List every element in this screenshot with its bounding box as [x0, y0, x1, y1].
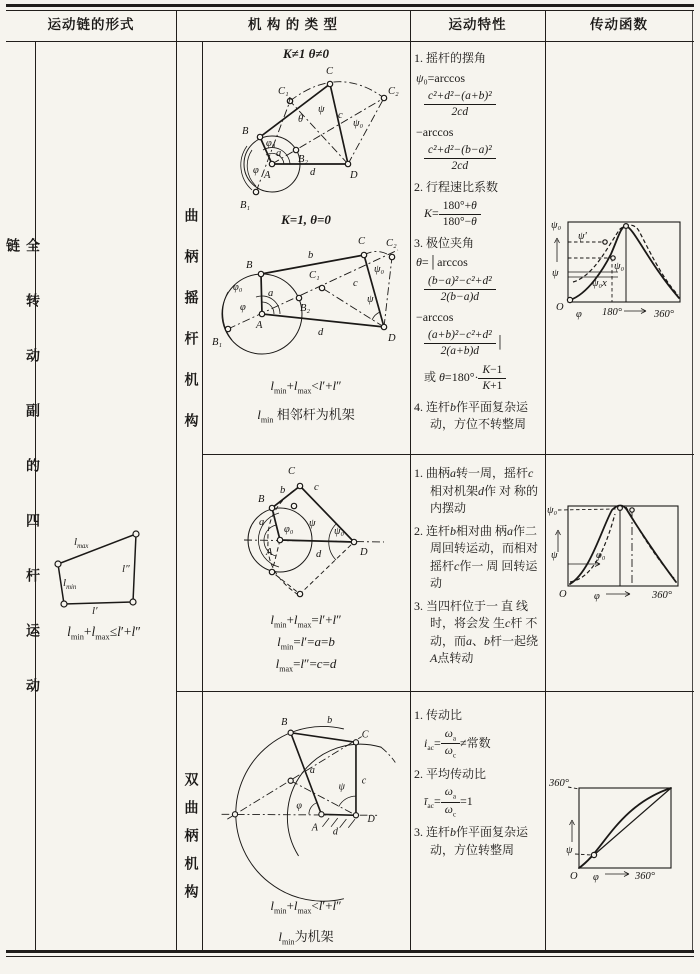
table-border-right: [692, 10, 693, 951]
diagram-label: D: [388, 333, 396, 344]
diagram-label: B₁: [212, 337, 223, 348]
mechanism-name-crank-rocker: [177, 208, 202, 468]
diagram-label: 360°: [635, 871, 655, 882]
diagram-label: d: [332, 826, 338, 838]
diagram2-title: K=1, θ=0: [281, 212, 331, 227]
diagram-label: 360°: [652, 590, 672, 601]
diagram-label: O: [570, 871, 578, 882]
diagram-label: ψ₀: [374, 264, 385, 275]
diagram-label: D: [360, 547, 368, 558]
diagram-label: B: [258, 494, 265, 505]
diagram-label: ψ₀: [551, 220, 562, 231]
header-label: 运动链的形式: [47, 17, 135, 32]
diagram-label: φ₀: [284, 524, 294, 535]
diagram-label: c: [361, 775, 367, 787]
transmission-graph-row3: [549, 772, 684, 894]
diagram-label: ψ₀: [353, 118, 364, 129]
col-divider-2: [410, 10, 411, 951]
diagram-label: 360°: [654, 309, 674, 320]
diagram-label: D: [367, 814, 375, 825]
diagram-label: φ: [296, 800, 303, 812]
diagram-label: B₂: [300, 303, 311, 314]
motion-characteristics-row2: [414, 460, 542, 670]
diagram-label: a: [268, 288, 274, 299]
row3-caption-condition: $l_{min}+l_{max}<l'+l''$: [270, 898, 342, 916]
header-label: 机 构 的 类 型: [248, 17, 338, 32]
double-crank-diagram: [212, 702, 402, 894]
diagram-label: b: [308, 250, 314, 261]
text-line: $\frac{\text{c²+d²−(b−a)²}}{2cd}$: [424, 143, 542, 174]
header-transmission-function: [545, 12, 693, 34]
diagram-label: θ: [298, 114, 304, 125]
diagram-label: A: [256, 320, 263, 331]
text-line: −arccos: [416, 124, 454, 139]
diagram-label: A: [264, 170, 271, 181]
diagram-label: C₁: [309, 270, 320, 281]
row-title-all-revolute-four-bar-chain: [4, 238, 39, 778]
diagram-label: a: [276, 148, 282, 159]
row2-caption-3: $l_{max}=l''=c=d$: [275, 656, 337, 674]
diagram-label: B₂: [298, 154, 309, 165]
chain-quadrilateral-diagram: [44, 522, 169, 622]
diagram-label: a: [259, 517, 265, 528]
table-border-top-inner: [6, 10, 694, 11]
col-divider-3: [545, 10, 546, 951]
text-line: 2. 行程速比系数: [414, 180, 499, 195]
text-line: −arccos: [416, 309, 454, 324]
diagram-label: B: [281, 717, 288, 729]
diagram-label: ψ: [551, 550, 558, 561]
text-line: 1. 摇杆的摆角: [414, 51, 487, 65]
table-border-bottom-inner: [6, 956, 694, 957]
crank-rocker-diagram-k-equals-1: [212, 228, 402, 373]
link-label-lmin: $l_{min}$: [63, 577, 77, 592]
text-line: ψ₀=arccos: [416, 70, 466, 85]
diagram-label: ψ: [552, 268, 559, 279]
diagram-label: b: [280, 485, 286, 496]
diagram-label: φ: [593, 872, 599, 883]
diagram-label: ψ: [318, 104, 325, 115]
header-label: 传动函数: [590, 17, 648, 32]
mechanism-name-double-crank: [177, 772, 202, 922]
diagram-label: A: [311, 822, 318, 834]
chain-condition-formula: $l_{min}+l_{max}\le l'+l''$: [67, 624, 141, 642]
row3-caption-frame: $l_{min}$为机架: [278, 929, 334, 947]
diagram-label: φ: [240, 302, 246, 313]
header-mechanism-type: [176, 12, 410, 34]
diagram-label: C₂: [386, 238, 397, 249]
diagram-label: C₂: [388, 86, 399, 97]
col-divider-mech-strip: [202, 41, 203, 951]
row2-caption-2: $l_{min}=l'=a=b$: [277, 634, 335, 652]
row1-caption-condition: $l_{min}+l_{max}<l'+l''$: [270, 378, 342, 396]
diagram-label: ψ: [566, 845, 573, 856]
header-chain-form: [6, 12, 176, 34]
text-line: 3. 当四杆位于一 直 线时，将会发 生c杆 不动，而a、b杆一起绕A点转动: [414, 598, 539, 666]
diagram-label: ψ: [367, 294, 374, 305]
motion-characteristics-row1: [414, 45, 542, 436]
diagram-label: ψ: [338, 781, 345, 793]
diagram-label: C: [358, 236, 366, 247]
diagram-label: φ₀: [266, 138, 276, 149]
diagram-label: c: [338, 110, 343, 121]
header-motion-characteristics: [410, 12, 545, 34]
diagram-label: 180°: [602, 307, 622, 318]
diagram-label: ψ₀: [547, 505, 558, 516]
diagram-label: C: [361, 729, 369, 741]
diagram-label: B: [246, 260, 253, 271]
transmission-graph-row2: [546, 494, 691, 609]
row-divider-2: [177, 691, 694, 692]
header-bottom-rule: [6, 41, 694, 42]
text-line: $ī_{ac}=$ $\frac{\omega_a}{\omega_c}$ =1: [424, 786, 473, 818]
table-border-bottom-outer: [6, 950, 694, 953]
vertical-title-text: 全转动副的四杆运动链: [4, 238, 39, 733]
crank-rocker-diagram-row2: [222, 462, 392, 622]
crank-rocker-diagram-k-not-1: [226, 60, 406, 212]
diagram-label: φ: [576, 309, 582, 320]
row1-caption-frame: $l_{min}$ 相邻杆为机架: [257, 407, 355, 425]
text-line: 3. 极位夹角: [414, 235, 475, 250]
diagram-label: B₁: [240, 200, 251, 211]
diagram-label: φ: [594, 591, 600, 602]
diagram-label: C: [326, 66, 334, 77]
diagram-label: O: [559, 589, 567, 600]
diagram-label: φ₀: [596, 550, 606, 561]
diagram-label: C₁: [278, 86, 289, 97]
row-divider-1: [203, 454, 694, 455]
diagram-label: b: [288, 96, 294, 107]
diagram-label: ψ': [578, 231, 587, 242]
text-line: 2. 连杆b相对曲 柄a作二周回转运动，而相对摇杆c作一 周 回转运动: [414, 523, 539, 591]
diagram-label: c: [353, 278, 358, 289]
link-label-lmax: $l_{max}$: [74, 536, 89, 551]
diagram-label: d: [316, 549, 322, 560]
diagram-label: d: [318, 327, 324, 338]
text-line: 2. 平均传动比: [414, 766, 487, 781]
diagram-label: D: [350, 170, 358, 181]
link-label-l-double-prime: l″: [122, 563, 130, 575]
diagram-label: O: [556, 302, 564, 313]
diagram-label: A: [266, 547, 273, 558]
diagram-label: φ: [253, 165, 259, 176]
diagram-label: 360°: [549, 778, 569, 789]
text-line: θ=│arccos: [416, 255, 468, 270]
diagram1-title: K≠1 θ≠0: [283, 46, 329, 61]
header-label: 运动特性: [448, 17, 507, 32]
text-line: 3. 连杆b作平面复杂运动，方位转整周: [414, 825, 529, 857]
text-line: 或 θ=180°· $\frac{K-1}{K+1}$: [424, 363, 542, 394]
diagram-label: ψ₀: [334, 526, 345, 537]
text-line: $\frac{\text{(b−a)²−c²+d²}}{2(b-a)d}$: [424, 274, 542, 305]
text-line: 1. 曲柄a转一周，摇杆c相对机架d作 对 称的内摆动: [414, 466, 539, 516]
text-line: $i_{ac}=$ $\frac{\omega_a}{\omega_c}$ ≠常数: [424, 727, 491, 760]
diagram-label: B: [242, 126, 249, 137]
text-line: K= $\frac{180^\circ+\theta}{180^\circ-\theta}$: [424, 199, 542, 230]
transmission-graph-row1: [548, 216, 688, 326]
table-border-top-outer: [6, 4, 694, 7]
diagram-label: C: [288, 466, 296, 477]
text-line: $\frac{\text{c²+d²−(a+b)²}}{2cd}$: [424, 89, 542, 120]
diagram-label: φ₀: [233, 282, 243, 293]
diagram-label: c: [314, 482, 319, 493]
diagram-label: a: [309, 765, 315, 777]
diagram-label: ψ: [309, 518, 316, 529]
diagram-label: d: [310, 167, 316, 178]
text-line: 1. 传动比: [414, 708, 463, 722]
row2-caption-1: $l_{min}+l_{max}=l'+l''$: [270, 612, 342, 630]
diagram-label: b: [327, 715, 333, 727]
diagram-label: ψ₀x: [592, 278, 607, 289]
vertical-mech-name: 双曲柄机构: [182, 772, 198, 912]
motion-characteristics-row3: [414, 702, 542, 861]
text-line: 4. 连杆b作平面复杂运动，方位不转整周: [414, 399, 529, 432]
text-line: $\frac{\text{(a+b)²−c²+d²}}{2(a+b)d}$ │: [424, 328, 542, 359]
link-label-l-prime: l′: [92, 605, 98, 617]
diagram-label: ψ₀: [614, 261, 625, 272]
vertical-mech-name: 曲柄摇杆机构: [182, 208, 198, 454]
